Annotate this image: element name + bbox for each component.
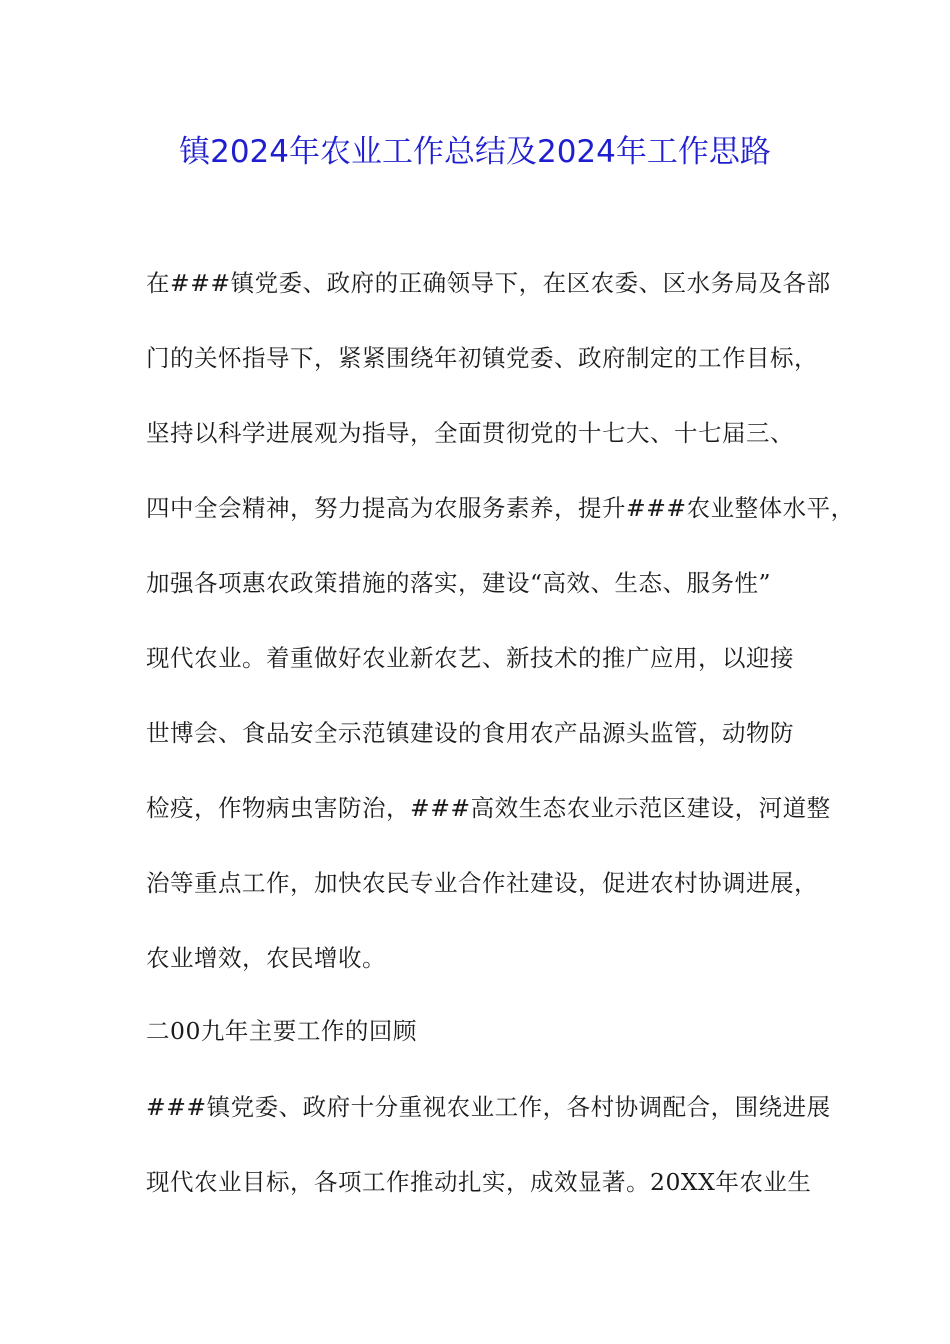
body-line-3: 坚持以科学进展观为指导，全面贯彻党的十七大、十七届三、 <box>146 419 794 447</box>
body-line-4: 四中全会精神，努力提高为农服务素养，提升###农业整体水平， <box>146 494 855 522</box>
section-heading: 二00九年主要工作的回顾 <box>146 1017 417 1045</box>
body-line-6: 现代农业。着重做好农业新农艺、新技术的推广应用，以迎接 <box>146 644 794 672</box>
body-line-10: 农业增效，农民增收。 <box>146 944 386 972</box>
document-title: 镇2024年农业工作总结及2024年工作思路 <box>179 134 771 170</box>
body-line-7: 世博会、食品安全示范镇建设的食用农产品源头监管，动物防 <box>146 719 794 747</box>
body-line-2: 门的关怀指导下，紧紧围绕年初镇党委、政府制定的工作目标， <box>146 344 818 372</box>
body-line-9: 治等重点工作，加快农民专业合作社建设，促进农村协调进展， <box>146 869 818 897</box>
body-line-12: 现代农业目标，各项工作推动扎实，成效显著。20XX年农业生 <box>146 1168 812 1196</box>
body-line-1: 在###镇党委、政府的正确领导下，在区农委、区水务局及各部 <box>146 269 831 297</box>
body-line-8: 检疫，作物病虫害防治，###高效生态农业示范区建设，河道整 <box>146 794 831 822</box>
body-line-5: 加强各项惠农政策措施的落实，建设“高效、生态、服务性” <box>146 569 772 597</box>
body-line-11: ###镇党委、政府十分重视农业工作，各村协调配合，围绕进展 <box>146 1093 831 1121</box>
